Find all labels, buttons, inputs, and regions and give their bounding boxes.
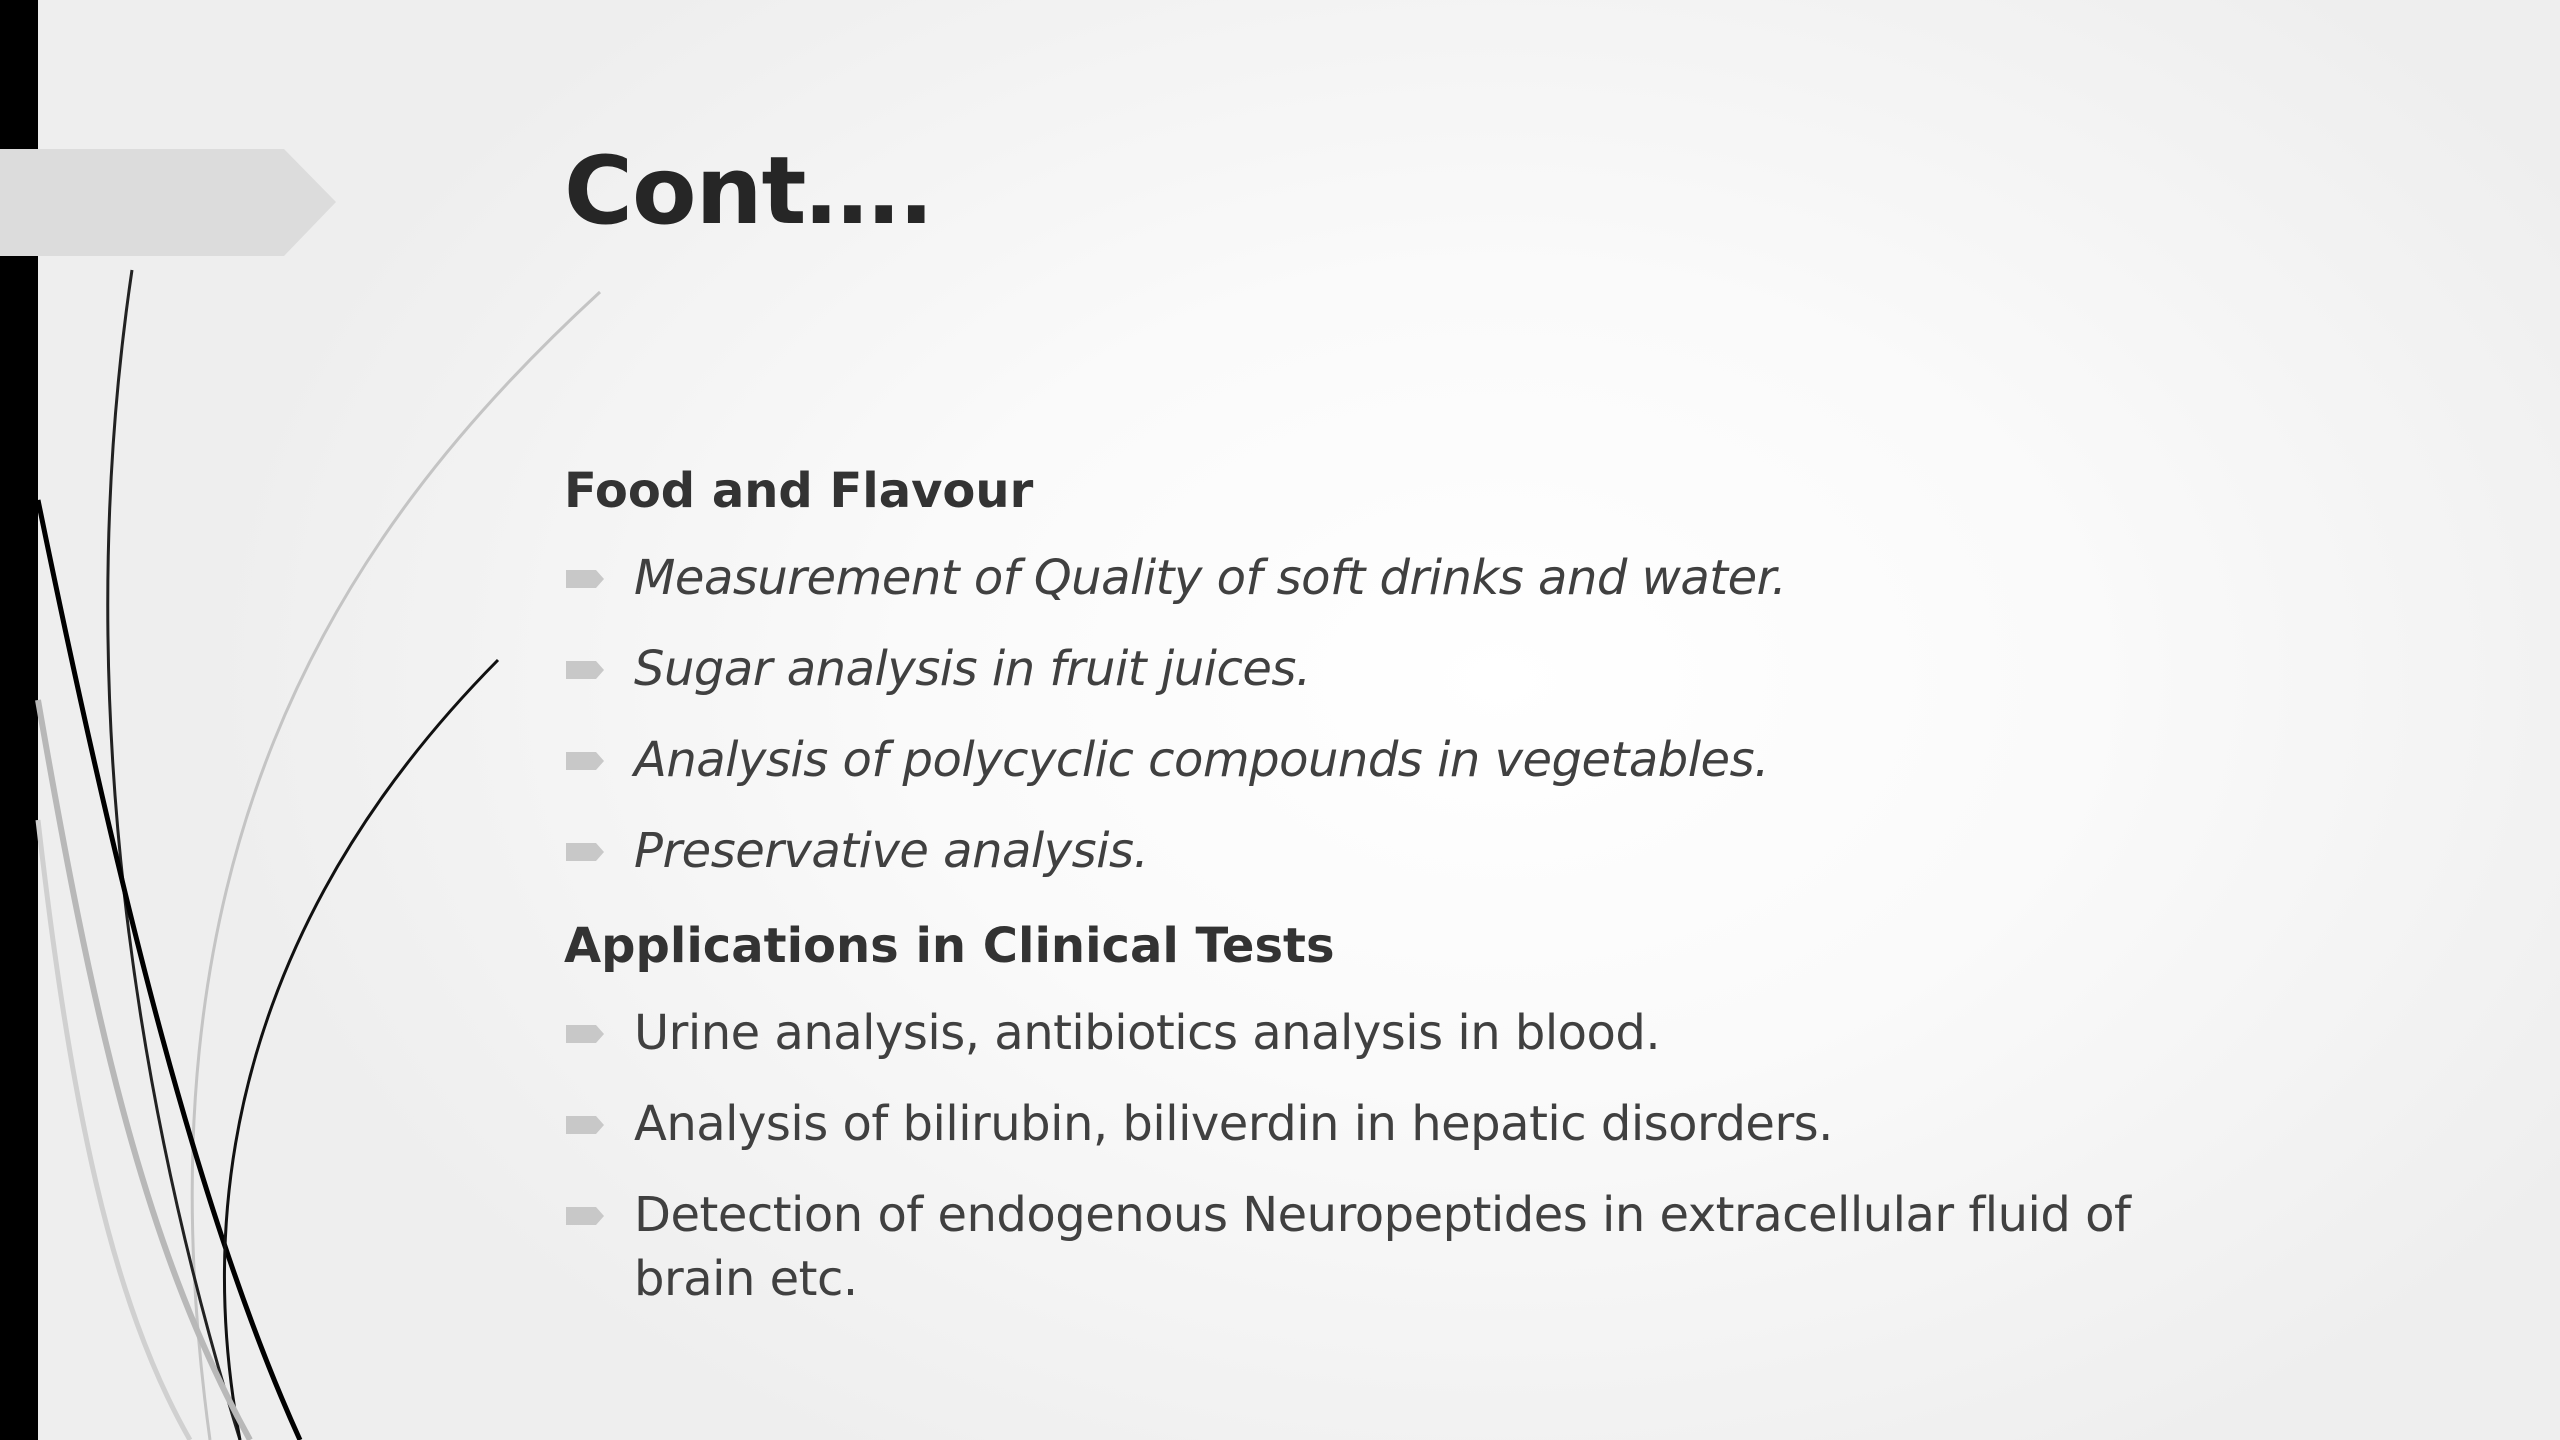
curve-gray-left-2 xyxy=(38,820,190,1440)
list-item xyxy=(564,1092,2264,1183)
bullet-list-food xyxy=(564,546,2264,910)
slide-content xyxy=(564,455,2264,1311)
list-item xyxy=(564,1183,2264,1311)
section-heading-food: Food and Flavour xyxy=(564,463,1034,519)
list-item-text: Analysis of bilirubin, biliverdin in hepatic disorders. xyxy=(634,1096,1833,1152)
arrow-bullet-icon xyxy=(566,1023,606,1045)
list-item xyxy=(564,637,2264,728)
arrow-bullet-icon xyxy=(566,750,606,772)
list-item xyxy=(564,728,2264,819)
list-item xyxy=(564,546,2264,637)
slide-title: Cont…. xyxy=(564,137,934,246)
section-heading-clinical: Applications in Clinical Tests xyxy=(564,918,1335,974)
curve-black-thick xyxy=(38,500,300,1440)
list-item xyxy=(564,1001,2264,1092)
list-item-text: Sugar analysis in fruit juices. xyxy=(634,641,1311,697)
list-item-text: Measurement of Quality of soft drinks and water. xyxy=(634,550,1787,606)
curve-gray-left-1 xyxy=(38,700,250,1440)
curve-black-inner xyxy=(224,660,498,1440)
list-item-text: Detection of endogenous Neuropeptides in extracellular fluid of brain etc. xyxy=(634,1187,2131,1307)
arrow-bullet-icon xyxy=(566,841,606,863)
list-item-text: Analysis of polycyclic compounds in vegetables. xyxy=(634,732,1769,788)
arrow-bullet-icon xyxy=(566,1114,606,1136)
curve-gray-long xyxy=(192,292,600,1440)
list-item-text: Preservative analysis. xyxy=(634,823,1149,879)
list-item xyxy=(564,819,2264,910)
arrow-bullet-icon xyxy=(566,659,606,681)
bullet-list-clinical xyxy=(564,1001,2264,1311)
arrow-bullet-icon xyxy=(566,1205,606,1227)
arrow-bullet-icon xyxy=(566,568,606,590)
list-item-text: Urine analysis, antibiotics analysis in blood. xyxy=(634,1005,1661,1061)
